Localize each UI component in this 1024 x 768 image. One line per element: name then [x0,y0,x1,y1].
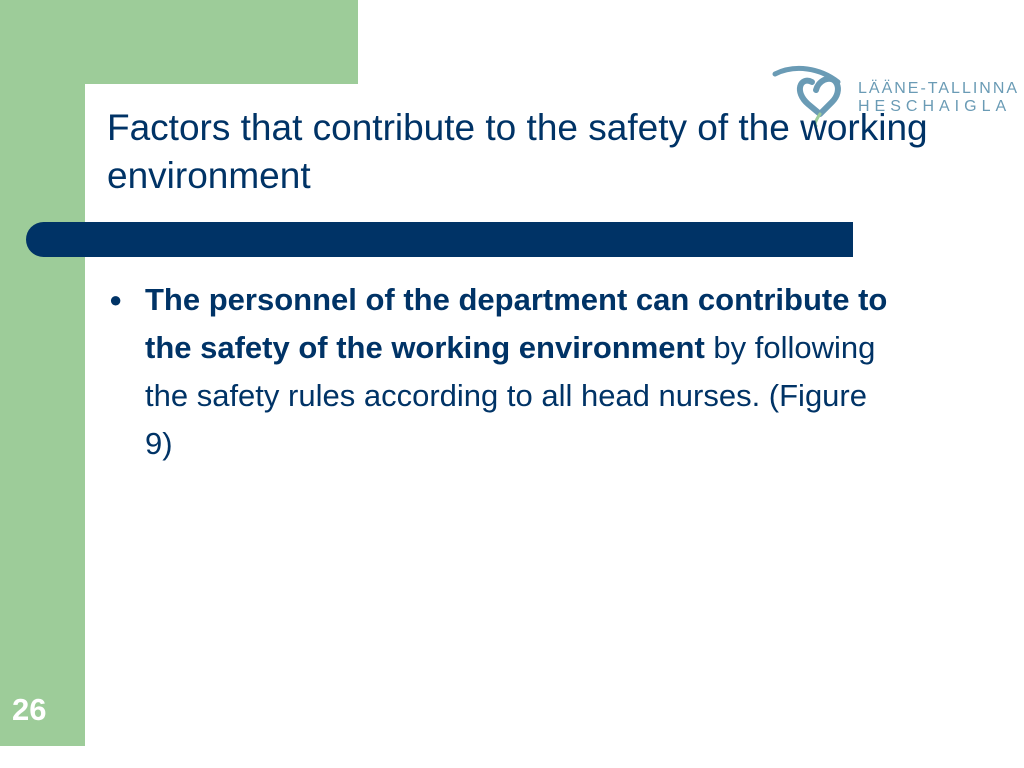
bullet-list [105,276,895,468]
logo-text-line2: HESCHAIGLA [858,98,1012,115]
bullet-bold-text: The personnel of the department can contribute to the safety of the working environment [145,282,888,365]
bullet-normal-text: by following the safety rules according to all head nurses. (Figure 9) [145,330,876,461]
bullet-dot-icon: ● [109,287,123,312]
left-green-bar [0,0,85,746]
bullet-item [105,276,895,468]
top-green-band [0,0,358,84]
page-number: 26 [12,692,47,727]
logo-text-line1: LÄÄNE-TALLINNA [858,80,1020,97]
title-divider-bar [26,222,853,257]
slide-title: Factors that contribute to the safety of the working environment [107,107,928,196]
